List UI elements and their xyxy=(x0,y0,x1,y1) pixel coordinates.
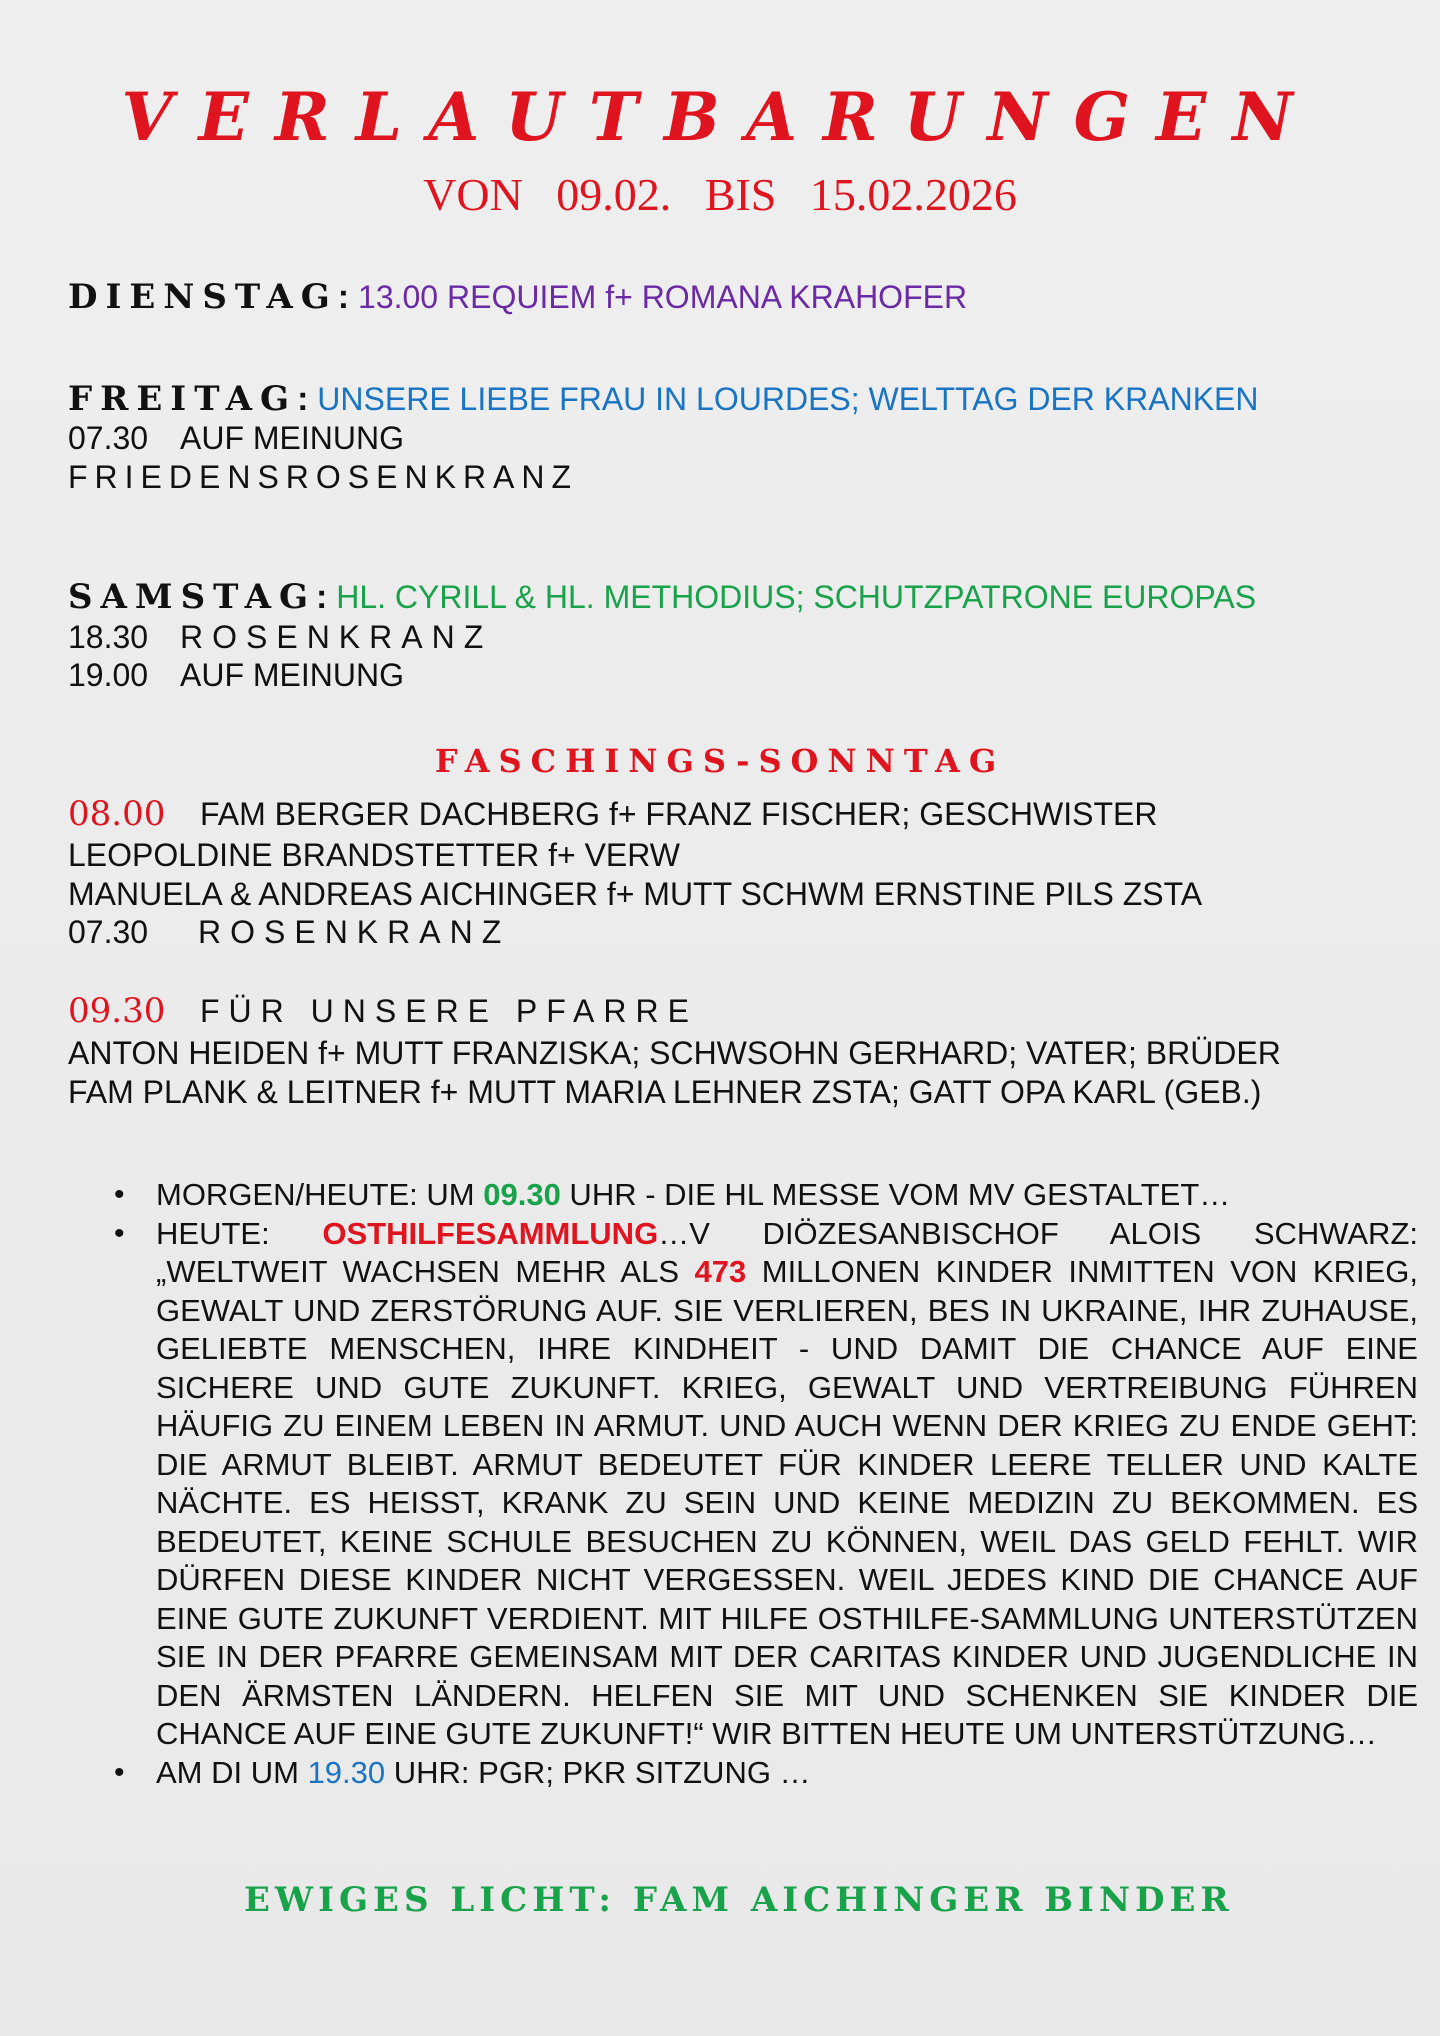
samstag-rosary-text: ROSENKRANZ xyxy=(180,619,493,655)
samstag-time1: 18.30 xyxy=(68,619,149,655)
sonntag-rosary xyxy=(68,913,510,951)
dienstag-label: DIENSTAG xyxy=(68,277,338,317)
freitag-feast: UNSERE LIEBE FRAU IN LOURDES; WELTTAG DER KRANKEN xyxy=(317,381,1259,417)
announcement-3-post: UHR: PGR; PKR SITZUNG … xyxy=(385,1754,811,1790)
samstag-feast: HL. CYRILL & HL. METHODIUS; SCHUTZPATRONE EUROPAS xyxy=(336,579,1257,615)
list-item xyxy=(156,1754,1418,1793)
freitag-line xyxy=(68,380,1259,418)
dienstag-colon: : xyxy=(337,278,350,316)
announcement-1-pre: MORGEN/HEUTE: UM xyxy=(156,1177,484,1212)
page-title: VERLAUTBARUNGEN xyxy=(121,78,1319,156)
sonntag-mass1 xyxy=(68,795,1157,833)
list-item xyxy=(156,1215,1418,1754)
samstag-colon: : xyxy=(315,578,328,616)
announcement-list xyxy=(110,1176,1418,1792)
freitag-intention: AUF MEINUNG xyxy=(180,420,404,456)
announcement-2-number: 473 xyxy=(694,1254,747,1289)
sonntag-mass2 xyxy=(68,992,698,1030)
samstag-intention: AUF MEINUNG xyxy=(180,657,404,693)
dienstag-text: 13.00 REQUIEM f+ ROMANA KRAHOFER xyxy=(358,279,968,315)
announcement-2-highlight: OSTHILFESAMMLUNG xyxy=(322,1215,659,1251)
sonntag-mass2-line1: ANTON HEIDEN f+ MUTT FRANZISKA; SCHWSOHN GERHARD; VATER; BRÜDER xyxy=(68,1035,1281,1071)
announcement-1-post: UHR - DIE HL MESSE VOM MV GESTALTET… xyxy=(560,1177,1231,1212)
announcement-2-pre: HEUTE: xyxy=(156,1215,323,1251)
freitag-colon: : xyxy=(297,380,309,418)
sonntag-mass2-time: 09.30 xyxy=(68,991,166,1031)
sonntag-mass1-line3: MANUELA & ANDREAS AICHINGER f+ MUTT SCHWM ERNSTINE PILS ZSTA xyxy=(68,876,1203,912)
list-item xyxy=(156,1176,1418,1215)
freitag-label: FREITAG xyxy=(68,379,298,419)
announcement-2-mid: …V DIÖZESANBISCHOF ALOIS SCHWARZ: „WELTWEIT WACHSEN MEHR ALS xyxy=(156,1215,1418,1289)
sonntag-rosary-time: 07.30 xyxy=(68,914,149,950)
samstag-time2: 19.00 xyxy=(68,657,149,693)
samstag-mass xyxy=(68,656,404,694)
ewiges-licht: EWIGES LICHT: FAM AICHINGER BINDER xyxy=(244,1880,1234,1920)
freitag-time: 07.30 xyxy=(68,420,149,456)
sonntag-mass2-line2: FAM PLANK & LEITNER f+ MUTT MARIA LEHNER ZSTA; GATT OPA KARL (GEB.) xyxy=(68,1074,1262,1110)
sonntag-rosary-text: ROSENKRANZ xyxy=(198,914,511,950)
sonntag-mass1-line1: FAM BERGER DACHBERG f+ FRANZ FISCHER; GESCHWISTER xyxy=(200,796,1158,832)
announcement-3-time: 19.30 xyxy=(307,1754,386,1790)
announcement-1-time: 09.30 xyxy=(483,1177,561,1212)
freitag-mass xyxy=(68,419,404,457)
sonntag-mass1-time: 08.00 xyxy=(68,794,166,834)
samstag-line xyxy=(68,578,1256,616)
sonntag-mass2-title: FÜR UNSERE PFARRE xyxy=(200,993,698,1029)
sonntag-title: FASCHINGS-SONNTAG xyxy=(434,742,1006,780)
sonntag-mass1-line2: LEOPOLDINE BRANDSTETTER f+ VERW xyxy=(68,837,680,873)
date-range: VON 09.02. BIS 15.02.2026 xyxy=(423,169,1017,220)
samstag-rosary xyxy=(68,618,492,656)
samstag-label: SAMSTAG xyxy=(68,577,316,617)
dienstag-line xyxy=(68,278,967,316)
freitag-rosary: FRIEDENSROSENKRANZ xyxy=(68,459,579,495)
announcement-2-post: MILLONEN KINDER INMITTEN VON KRIEG, GEWALT UND ZERSTÖRUNG AUF. SIE VERLIEREN, BES IN UKRAINE, IHR ZUHAUSE, GELIEBTE MENSCHEN, IHRE KINDHEIT - UND DAMIT DIE CHANCE AUF EINE SICHERE UND GUTE ZUKUNFT. KRIEG, GEWALT UND VERTREIBUNG FÜHREN HÄUFIG ZU EINEM LEBEN IN ARMUT. UND AUCH WENN DER KRIEG ZU ENDE GEHT: DIE ARMUT BLEIBT. ARMUT BEDEUTET FÜR KINDER LEERE TELLER UND KALTE NÄCHTE. ES HEISST, KRANK ZU SEIN UND KEINE MEDIZIN ZU BEKOMMEN. ES BEDEUTET, KEINE SCHULE BESUCHEN ZU KÖNNEN, WEIL DAS GELD FEHLT. WIR DÜRFEN DIESE KINDER NICHT VERGESSEN. WEIL JEDES KIND DIE CHANCE AUF EINE GUTE ZUKUNFT VERDIENT. MIT HILFE OSTHILFE-SAMMLUNG UNTERSTÜTZEN SIE IN DER PFARRE GEMEINSAM MIT DER CARITAS KINDER UND JUGENDLICHE IN DEN ÄRMSTEN LÄNDERN. HELFEN SIE MIT UND SCHENKEN SIE KINDER DIE CHANCE AUF EINE GUTE ZUKUNFT!“ WIR BITTEN HEUTE UM UNTERSTÜTZUNG… xyxy=(156,1254,1418,1751)
announcement-3-pre: AM DI UM xyxy=(156,1754,308,1790)
